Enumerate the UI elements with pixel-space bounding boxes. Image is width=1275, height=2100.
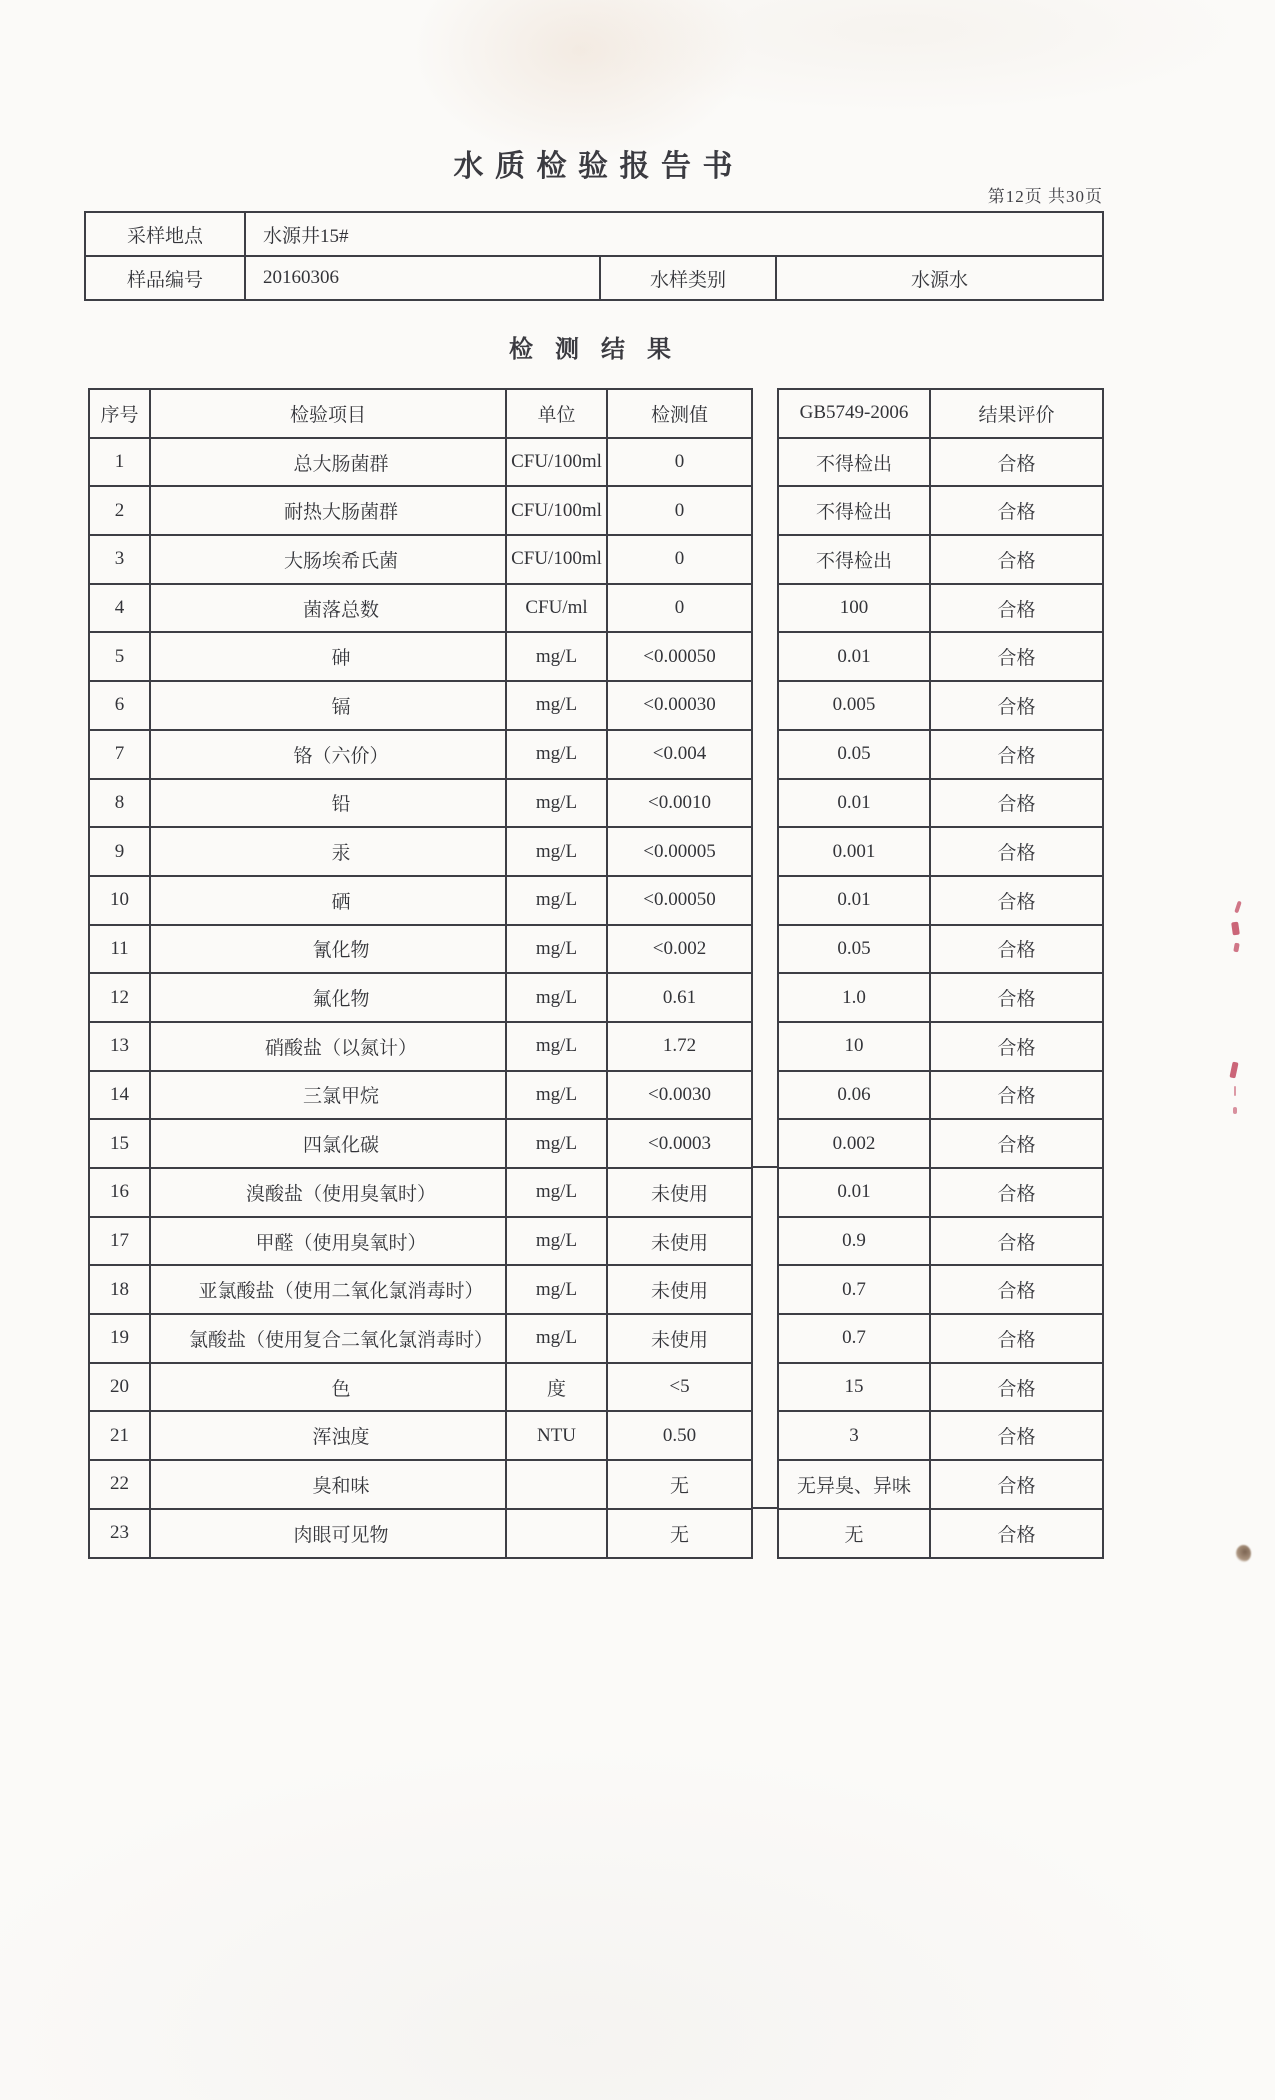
cell-no: 17 [89, 1217, 150, 1266]
cell-item: 溴酸盐（使用臭氧时） [150, 1168, 506, 1217]
cell-evaluation: 合格 [930, 1363, 1103, 1412]
red-ink-artifact [1234, 1086, 1236, 1096]
sample-location-value: 水源井15# [245, 212, 1103, 256]
results-row-standard [778, 681, 1103, 730]
results-row [89, 1071, 752, 1120]
page-number-info: 第12页 共30页 [987, 187, 1103, 206]
results-row-standard [778, 1460, 1103, 1509]
cell-item: 亚氯酸盐（使用二氧化氯消毒时） [150, 1265, 506, 1314]
cell-value: 0 [607, 535, 752, 584]
results-row-standard [778, 1363, 1103, 1412]
cell-evaluation: 合格 [930, 1168, 1103, 1217]
cell-value: 未使用 [607, 1265, 752, 1314]
cell-standard: 0.01 [778, 779, 930, 828]
cell-evaluation: 合格 [930, 632, 1103, 681]
cell-no: 6 [89, 681, 150, 730]
cell-item: 氯酸盐（使用复合二氧化氯消毒时） [150, 1314, 506, 1363]
results-row-standard [778, 925, 1103, 974]
water-type-value: 水源水 [776, 256, 1103, 300]
cell-item: 三氯甲烷 [150, 1071, 506, 1120]
results-row-standard [778, 535, 1103, 584]
header-evaluation: 结果评价 [930, 389, 1103, 438]
cell-value: 0 [607, 584, 752, 633]
results-row-standard [778, 1411, 1103, 1460]
cell-standard: 0.05 [778, 730, 930, 779]
cell-value: <0.00030 [607, 681, 752, 730]
results-row [89, 1509, 752, 1558]
results-row [89, 486, 752, 535]
results-row-standard [778, 1265, 1103, 1314]
cell-standard: 不得检出 [778, 438, 930, 487]
cell-value: 未使用 [607, 1168, 752, 1217]
header-unit: 单位 [506, 389, 607, 438]
cell-item: 硒 [150, 876, 506, 925]
table-line-artifact [751, 1166, 779, 1168]
results-row-standard [778, 1217, 1103, 1266]
sample-location-label: 采样地点 [85, 212, 245, 256]
results-row [89, 1314, 752, 1363]
cell-standard: 3 [778, 1411, 930, 1460]
cell-standard: 不得检出 [778, 535, 930, 584]
cell-unit: CFU/100ml [506, 438, 607, 487]
cell-evaluation: 合格 [930, 973, 1103, 1022]
cell-unit: NTU [506, 1411, 607, 1460]
results-row-standard [778, 730, 1103, 779]
cell-standard: 0.01 [778, 632, 930, 681]
cell-item: 臭和味 [150, 1460, 506, 1509]
cell-evaluation: 合格 [930, 438, 1103, 487]
page-title: 水 质 检 验 报 告 书 [453, 150, 735, 183]
cell-no: 8 [89, 779, 150, 828]
cell-no: 9 [89, 827, 150, 876]
results-row-standard [778, 827, 1103, 876]
cell-item: 镉 [150, 681, 506, 730]
cell-standard: 无 [778, 1509, 930, 1558]
cell-no: 19 [89, 1314, 150, 1363]
cell-no: 2 [89, 486, 150, 535]
cell-standard: 0.005 [778, 681, 930, 730]
cell-standard: 100 [778, 584, 930, 633]
cell-unit: mg/L [506, 827, 607, 876]
cell-unit: mg/L [506, 730, 607, 779]
results-row [89, 973, 752, 1022]
results-row [89, 827, 752, 876]
water-type-label: 水样类别 [600, 256, 776, 300]
results-row [89, 438, 752, 487]
cell-no: 23 [89, 1509, 150, 1558]
cell-evaluation: 合格 [930, 1314, 1103, 1363]
cell-no: 10 [89, 876, 150, 925]
cell-item: 四氯化碳 [150, 1119, 506, 1168]
results-row [89, 1363, 752, 1412]
cell-value: 1.72 [607, 1022, 752, 1071]
cell-unit: mg/L [506, 1168, 607, 1217]
cell-no: 3 [89, 535, 150, 584]
cell-unit: mg/L [506, 973, 607, 1022]
cell-value: <0.00005 [607, 827, 752, 876]
results-row [89, 1460, 752, 1509]
cell-unit: mg/L [506, 681, 607, 730]
cell-standard: 0.7 [778, 1314, 930, 1363]
red-ink-artifact [1233, 1107, 1237, 1114]
cell-no: 11 [89, 925, 150, 974]
results-row-standard [778, 1071, 1103, 1120]
cell-value: 0 [607, 438, 752, 487]
cell-evaluation: 合格 [930, 779, 1103, 828]
cell-unit: mg/L [506, 1314, 607, 1363]
cell-value: <0.002 [607, 925, 752, 974]
results-row [89, 1411, 752, 1460]
sample-location-row [85, 212, 1103, 256]
smudge-artifact [1236, 1545, 1251, 1562]
cell-evaluation: 合格 [930, 1509, 1103, 1558]
cell-unit: mg/L [506, 876, 607, 925]
cell-unit [506, 1509, 607, 1558]
cell-value: <0.0003 [607, 1119, 752, 1168]
cell-value: 0 [607, 486, 752, 535]
cell-unit: mg/L [506, 1071, 607, 1120]
header-item: 检验项目 [150, 389, 506, 438]
results-row-standard [778, 1314, 1103, 1363]
cell-evaluation: 合格 [930, 827, 1103, 876]
results-row [89, 925, 752, 974]
results-right-header-row [778, 389, 1103, 438]
cell-evaluation: 合格 [930, 1119, 1103, 1168]
cell-standard: 0.06 [778, 1071, 930, 1120]
cell-item: 甲醛（使用臭氧时） [150, 1217, 506, 1266]
sample-info-table [84, 211, 1104, 301]
cell-item: 氰化物 [150, 925, 506, 974]
cell-evaluation: 合格 [930, 1022, 1103, 1071]
cell-item: 浑浊度 [150, 1411, 506, 1460]
section-title: 检 测 结 果 [509, 337, 679, 363]
cell-item: 硝酸盐（以氮计） [150, 1022, 506, 1071]
cell-standard: 0.01 [778, 876, 930, 925]
results-row-standard [778, 584, 1103, 633]
cell-value: <0.0010 [607, 779, 752, 828]
cell-item: 菌落总数 [150, 584, 506, 633]
results-table-right [777, 388, 1104, 1559]
cell-unit: mg/L [506, 1217, 607, 1266]
cell-item: 铅 [150, 779, 506, 828]
cell-no: 4 [89, 584, 150, 633]
cell-no: 21 [89, 1411, 150, 1460]
results-row-standard [778, 632, 1103, 681]
cell-value: <0.0030 [607, 1071, 752, 1120]
cell-standard: 10 [778, 1022, 930, 1071]
results-row-standard [778, 486, 1103, 535]
cell-value: 0.61 [607, 973, 752, 1022]
cell-no: 22 [89, 1460, 150, 1509]
results-row [89, 730, 752, 779]
header-standard: GB5749-2006 [778, 389, 930, 438]
cell-standard: 15 [778, 1363, 930, 1412]
cell-value: <0.004 [607, 730, 752, 779]
cell-no: 5 [89, 632, 150, 681]
cell-evaluation: 合格 [930, 486, 1103, 535]
red-ink-artifact [1229, 1062, 1238, 1079]
red-ink-artifact [1231, 922, 1240, 936]
cell-unit: mg/L [506, 925, 607, 974]
cell-unit: mg/L [506, 632, 607, 681]
cell-standard: 0.7 [778, 1265, 930, 1314]
cell-evaluation: 合格 [930, 730, 1103, 779]
results-row-standard [778, 1168, 1103, 1217]
cell-standard: 0.9 [778, 1217, 930, 1266]
results-row [89, 779, 752, 828]
results-row-standard [778, 1022, 1103, 1071]
cell-unit: mg/L [506, 779, 607, 828]
results-table-left-body [89, 438, 752, 1558]
cell-item: 氟化物 [150, 973, 506, 1022]
cell-no: 1 [89, 438, 150, 487]
cell-evaluation: 合格 [930, 681, 1103, 730]
results-row [89, 535, 752, 584]
cell-unit [506, 1460, 607, 1509]
red-ink-artifact [1234, 901, 1242, 914]
results-row [89, 1022, 752, 1071]
cell-standard: 无异臭、异味 [778, 1460, 930, 1509]
results-row-standard [778, 876, 1103, 925]
results-row [89, 1217, 752, 1266]
cell-standard: 0.002 [778, 1119, 930, 1168]
cell-item: 大肠埃希氏菌 [150, 535, 506, 584]
cell-no: 16 [89, 1168, 150, 1217]
cell-no: 14 [89, 1071, 150, 1120]
cell-evaluation: 合格 [930, 1217, 1103, 1266]
cell-standard: 0.001 [778, 827, 930, 876]
sample-number-row [85, 256, 1103, 300]
results-left-header-row [89, 389, 752, 438]
cell-item: 耐热大肠菌群 [150, 486, 506, 535]
sample-number-label: 样品编号 [85, 256, 245, 300]
results-row [89, 584, 752, 633]
cell-value: 0.50 [607, 1411, 752, 1460]
results-row [89, 876, 752, 925]
red-ink-artifact [1233, 943, 1239, 953]
results-table-left [88, 388, 753, 1559]
header-value: 检测值 [607, 389, 752, 438]
results-row-standard [778, 1509, 1103, 1558]
cell-item: 砷 [150, 632, 506, 681]
cell-standard: 0.01 [778, 1168, 930, 1217]
cell-unit: mg/L [506, 1022, 607, 1071]
cell-evaluation: 合格 [930, 925, 1103, 974]
results-row-standard [778, 438, 1103, 487]
cell-standard: 不得检出 [778, 486, 930, 535]
cell-evaluation: 合格 [930, 1460, 1103, 1509]
cell-item: 铬（六价） [150, 730, 506, 779]
cell-standard: 0.05 [778, 925, 930, 974]
header-no: 序号 [89, 389, 150, 438]
cell-item: 汞 [150, 827, 506, 876]
cell-unit: mg/L [506, 1119, 607, 1168]
cell-evaluation: 合格 [930, 1411, 1103, 1460]
cell-value: <0.00050 [607, 632, 752, 681]
results-row [89, 1119, 752, 1168]
cell-item: 肉眼可见物 [150, 1509, 506, 1558]
results-row [89, 1265, 752, 1314]
results-row [89, 681, 752, 730]
cell-unit: 度 [506, 1363, 607, 1412]
results-row [89, 1168, 752, 1217]
cell-standard: 1.0 [778, 973, 930, 1022]
cell-value: <5 [607, 1363, 752, 1412]
cell-no: 18 [89, 1265, 150, 1314]
table-line-artifact [751, 1507, 779, 1509]
cell-evaluation: 合格 [930, 584, 1103, 633]
cell-no: 12 [89, 973, 150, 1022]
sample-number-value: 20160306 [245, 256, 600, 300]
cell-unit: CFU/100ml [506, 486, 607, 535]
cell-no: 20 [89, 1363, 150, 1412]
cell-evaluation: 合格 [930, 1071, 1103, 1120]
cell-value: 未使用 [607, 1217, 752, 1266]
cell-value: 无 [607, 1460, 752, 1509]
results-row [89, 632, 752, 681]
results-row-standard [778, 973, 1103, 1022]
cell-unit: mg/L [506, 1265, 607, 1314]
cell-value: 无 [607, 1509, 752, 1558]
cell-no: 7 [89, 730, 150, 779]
cell-item: 色 [150, 1363, 506, 1412]
cell-value: <0.00050 [607, 876, 752, 925]
cell-no: 15 [89, 1119, 150, 1168]
cell-item: 总大肠菌群 [150, 438, 506, 487]
results-row-standard [778, 1119, 1103, 1168]
cell-unit: CFU/100ml [506, 535, 607, 584]
cell-evaluation: 合格 [930, 1265, 1103, 1314]
cell-unit: CFU/ml [506, 584, 607, 633]
cell-evaluation: 合格 [930, 876, 1103, 925]
cell-evaluation: 合格 [930, 535, 1103, 584]
cell-no: 13 [89, 1022, 150, 1071]
results-row-standard [778, 779, 1103, 828]
results-table-right-body [778, 438, 1103, 1558]
cell-value: 未使用 [607, 1314, 752, 1363]
